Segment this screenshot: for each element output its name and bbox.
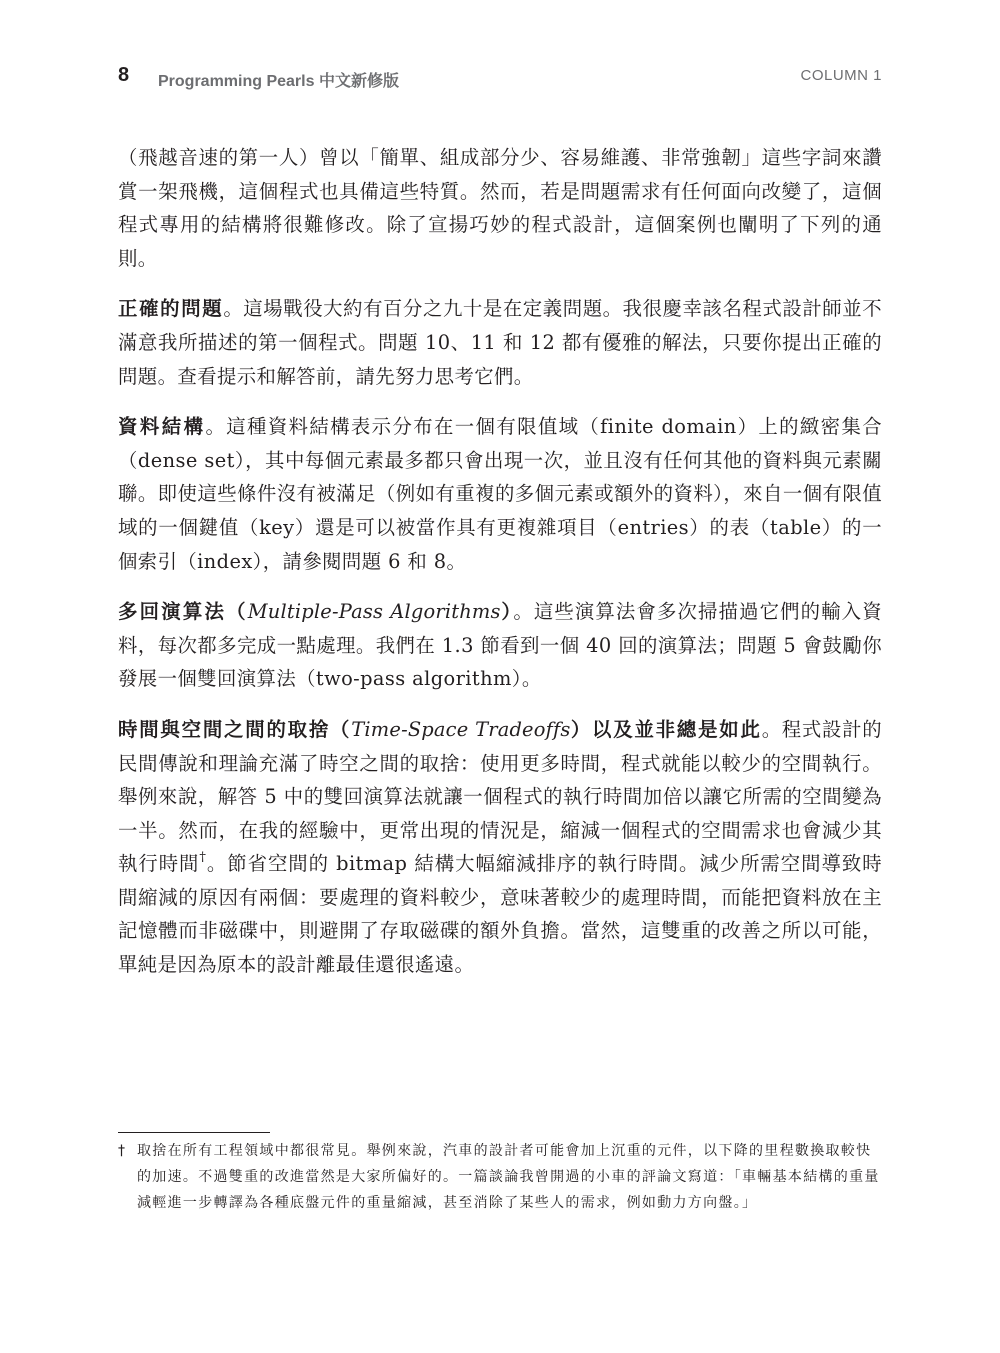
paragraph-5-text-b: 。節省空間的 bitmap 結構大幅縮減排序的執行時間。減少所需空間導致時間縮減的原因有兩個：要處理的資料較少，意味著較少的處理時間，而能把資料放在主記憶體而非磁碟中，則避開了存取磁碟的額外負擔。當然，這雙重的改善之所以可能，單純是因為原本的設計離最佳還很遙遠。	[118, 852, 882, 977]
paragraph-4-text: 。這些演算法會多次掃描過它們的輸入資料，每次都多完成一點處理。我們在 1.3 節看到一個 40 回的演算法；問題 5 會鼓勵你發展一個雙回演算法（two-pass algorithm）。	[118, 600, 882, 691]
body-text	[118, 141, 882, 999]
paragraph-1	[118, 141, 882, 275]
paragraph-4-heading-english: Multiple-Pass Algorithms	[247, 600, 501, 624]
footnote	[118, 1138, 882, 1216]
paragraph-4-heading	[118, 600, 513, 623]
paragraph-multipass	[118, 595, 882, 696]
paragraph-2-heading: 正確的問題	[118, 297, 224, 321]
paragraph-5-heading	[118, 718, 762, 741]
paragraph-5-text-a: 。程式設計的民間傳說和理論充滿了時空之間的取捨：使用更多時間，程式就能以較少的空間執行。舉例來說，解答 5 中的雙回演算法就讓一個程式的執行時間加倍以讓它所需的空間變為一半。然而，在我的經驗中，更常出現的情況是，縮減一個程式的空間需求也會減少其執行時間	[118, 717, 883, 876]
paragraph-5-heading-start: 時間與空間之間的取捨（	[118, 717, 352, 741]
paragraph-correct-problem	[118, 292, 882, 393]
page-header	[118, 62, 882, 92]
paragraph-5-heading-english: Time-Space Tradeoffs	[351, 717, 571, 741]
paragraph-2-text: 。這場戰役大約有百分之九十是在定義問題。我很慶幸該名程式設計師並不滿意我所描述的第一個程式。問題 10、11 和 12 都有優雅的解法，只要你提出正確的問題。查看提示和解答前，請先努力思考它們。	[118, 297, 882, 388]
paragraph-3-heading: 資料結構	[118, 415, 206, 439]
footnote-reference[interactable]: †	[199, 850, 207, 866]
footnote-divider	[118, 1132, 270, 1133]
footnote-mark: †	[118, 1143, 127, 1159]
book-title: Programming Pearls 中文新修版	[158, 73, 399, 90]
paragraph-time-space	[118, 713, 882, 982]
footnote-text: 取捨在所有工程領域中都很常見。舉例來說，汽車的設計者可能會加上沉重的元件，以下降的里程數換取較快的加速。不過雙重的改進當然是大家所偏好的。一篇談論我曾開過的小車的評論文寫道：「車輛基本結構的重量減輕進一步轉譯為各種底盤元件的重量縮減，甚至消除了某些人的需求，例如動力方向盤。」	[137, 1143, 880, 1211]
paragraph-5-heading-close: ）以及並非總是如此	[570, 717, 762, 741]
paragraph-4-heading-start: 多回演算法（	[118, 600, 248, 624]
page-number: 8	[118, 64, 130, 86]
paragraph-data-structure	[118, 410, 882, 578]
paragraph-1-text: （飛越音速的第一人）曾以「簡單、組成部分少、容易維護、非常強韌」這些字詞來讚賞一架飛機，這個程式也具備這些特質。然而，若是問題需求有任何面向改變了，這個程式專用的結構將很難修改。除了宣揚巧妙的程式設計，這個案例也闡明了下列的通則。	[118, 146, 882, 270]
paragraph-3-text: 。這種資料結構表示分布在一個有限值域（finite domain）上的緻密集合（dense set），其中每個元素最多都只會出現一次，並且沒有任何其他的資料與元素關聯。即使這些條件沒有被滿足（例如有重複的多個元素或額外的資料），來自一個有限值域的一個鍵值（key）還是可以被當作具有更複雜項目（entries）的表（table）的一個索引（index），請參閱問題 6 和 8。	[118, 415, 883, 573]
paragraph-4-heading-close: ）	[500, 600, 514, 624]
column-label: COLUMN 1	[800, 67, 882, 84]
